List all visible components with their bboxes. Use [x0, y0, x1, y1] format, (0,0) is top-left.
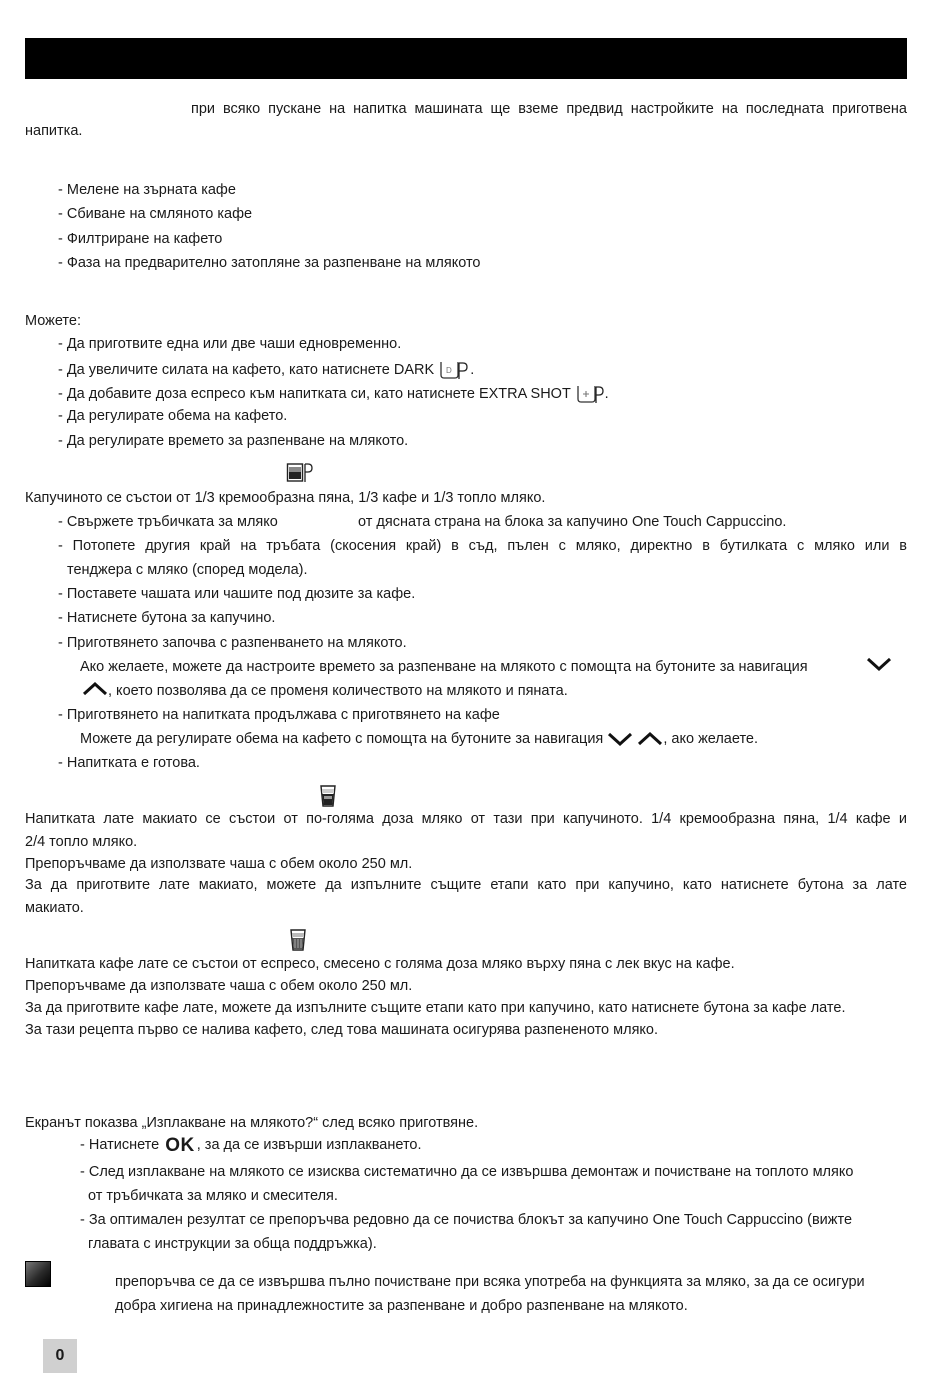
- cappuccino-step: тенджера с мляко (според модела).: [67, 562, 308, 578]
- ok-button-label: OK: [165, 1135, 195, 1156]
- options-heading: Можете:: [25, 313, 81, 329]
- latte-macchiato-line: Напитката лате макиато се състои от по-голяма доза мляко от тази при капучиното. 1/4 кремообразна пяна, 1/4 кафе и: [25, 811, 907, 827]
- latte-macchiato-line: Препоръчваме да използвате чаша с обем около 250 мл.: [25, 856, 413, 872]
- cappuccino-step: - Свържете тръбичката за мляко: [58, 514, 278, 530]
- caffe-latte-line: За тази рецепта първо се налива кафето, след това машината осигурява разпененото мляко.: [25, 1022, 659, 1038]
- rinse-item-ok: [80, 1136, 422, 1155]
- rinse-item-text: - Натиснете: [80, 1137, 160, 1153]
- cappuccino-substep-text: , ако желаете.: [663, 731, 759, 747]
- period: .: [604, 385, 609, 402]
- svg-text:D: D: [446, 366, 452, 375]
- rinse-item-text: , за да се извърши изплакването.: [196, 1137, 422, 1153]
- latte-macchiato-line: 2/4 топло мляко.: [25, 834, 138, 850]
- cappuccino-substep-volume: [80, 730, 758, 748]
- caffe-latte-line: Препоръчваме да използвате чаша с обем около 250 мл.: [25, 978, 413, 994]
- page-number: 0: [55, 1347, 65, 1364]
- cappuccino-substep-text: Можете да регулирате обема на кафето с помощта на бутоните за навигация: [80, 731, 604, 747]
- chevron-up-icon: [82, 681, 108, 697]
- header-bar: [25, 38, 907, 79]
- latte-macchiato-line: макиато.: [25, 900, 84, 916]
- rinse-item: от тръбичката за мляко и смесителя.: [88, 1188, 338, 1204]
- intro-line2: напитка.: [25, 123, 83, 139]
- cappuccino-substep: , което позволява да се променя количеството на млякото и пяната.: [108, 683, 568, 699]
- chevron-down-icon: [607, 731, 633, 747]
- cappuccino-cup-icon: [286, 462, 314, 484]
- caffe-latte-line: Напитката кафе лате се състои от еспресо, смесено с голяма доза мляко върху пяна с лек вкус на кафе.: [25, 956, 735, 972]
- cappuccino-step: - Приготвянето на напитката продължава с приготвянето на кафе: [58, 707, 500, 723]
- extra-shot-icon: [575, 383, 605, 405]
- caffe-latte-line: За да приготвите кафе лате, можете да изпълните същите етапи като при капучино, като натиснете бутона за кафе лате.: [25, 1000, 846, 1016]
- latte-macchiato-line: За да приготвите лате макиато, можете да изпълните същите етапи като при капучино, като натиснете бутона за лате: [25, 877, 907, 893]
- note-line: добра хигиена на принадлежностите за разпенване и добро разпенване на млякото.: [115, 1298, 688, 1314]
- options-item: - Да регулирате времето за разпенване на млякото.: [58, 433, 409, 449]
- options-item-text: - Да увеличите силата на кафето, като натиснете DARK: [58, 361, 435, 378]
- cappuccino-step: - Натиснете бутона за капучино.: [58, 610, 276, 626]
- cappuccino-step: от дясната страна на блока за капучино One Touch Cappuccino.: [358, 514, 787, 530]
- options-item: - Да приготвите една или две чаши едновременно.: [58, 336, 402, 352]
- phase-item: - Фаза на предварително затопляне за разпенване на млякото: [58, 255, 481, 271]
- cappuccino-step: - Напитката е готова.: [58, 755, 200, 771]
- cappuccino-description: Капучиното се състои от 1/3 кремообразна пяна, 1/3 кафе и 1/3 топло мляко.: [25, 490, 546, 506]
- phase-item: - Мелене на зърната кафе: [58, 182, 236, 198]
- cappuccino-step: - Поставете чашата или чашите под дюзите за кафе.: [58, 586, 416, 602]
- latte-macchiato-glass-icon: [318, 784, 338, 808]
- cappuccino-step: - Приготвянето започва с разпенването на млякото.: [58, 635, 407, 651]
- options-item-text: - Да добавите доза еспресо към напитката си, като натиснете EXTRA SHOT: [58, 385, 571, 402]
- period: .: [470, 361, 475, 378]
- dark-icon: [438, 359, 470, 381]
- cappuccino-step: - Потопете другия край на тръбата (скосения край) в съд, пълен с мляко, директно в бутилката с мляко или в: [58, 538, 907, 554]
- phase-item: - Филтриране на кафето: [58, 231, 223, 247]
- phase-item: - Сбиване на смляното кафе: [58, 206, 253, 222]
- page-number-box: [43, 1339, 77, 1373]
- note-icon: [25, 1261, 51, 1287]
- rinse-item: главата с инструкции за обща поддръжка).: [88, 1236, 377, 1252]
- rinse-line: Екранът показва „Изплакване на млякото?“ след всяко приготвяне.: [25, 1115, 479, 1131]
- chevron-up-icon: [637, 731, 663, 747]
- chevron-down-icon: [866, 656, 892, 672]
- options-item-extra-shot: [58, 383, 609, 405]
- rinse-item: - За оптимален резултат се препоръчва редовно да се почиства блокът за капучино One Touch Cappuccino (вижте: [80, 1212, 853, 1228]
- cappuccino-substep: Ако желаете, можете да настроите времето за разпенване на млякото с помощта на бутоните за навигация: [80, 659, 808, 675]
- caffe-latte-glass-icon: [288, 928, 308, 952]
- intro-line1: при всяко пускане на напитка машината ще вземе предвид настройките на последната приготвена: [191, 101, 907, 117]
- options-item-dark: [58, 359, 474, 381]
- options-item: - Да регулирате обема на кафето.: [58, 408, 288, 424]
- rinse-item: - След изплакване на млякото се изисква систематично да се извършва демонтаж и почистване на топлото мляко: [80, 1164, 854, 1180]
- note-line: препоръчва се да се извършва пълно почистване при всяка употреба на функцията за мляко, за да се осигури: [115, 1274, 865, 1290]
